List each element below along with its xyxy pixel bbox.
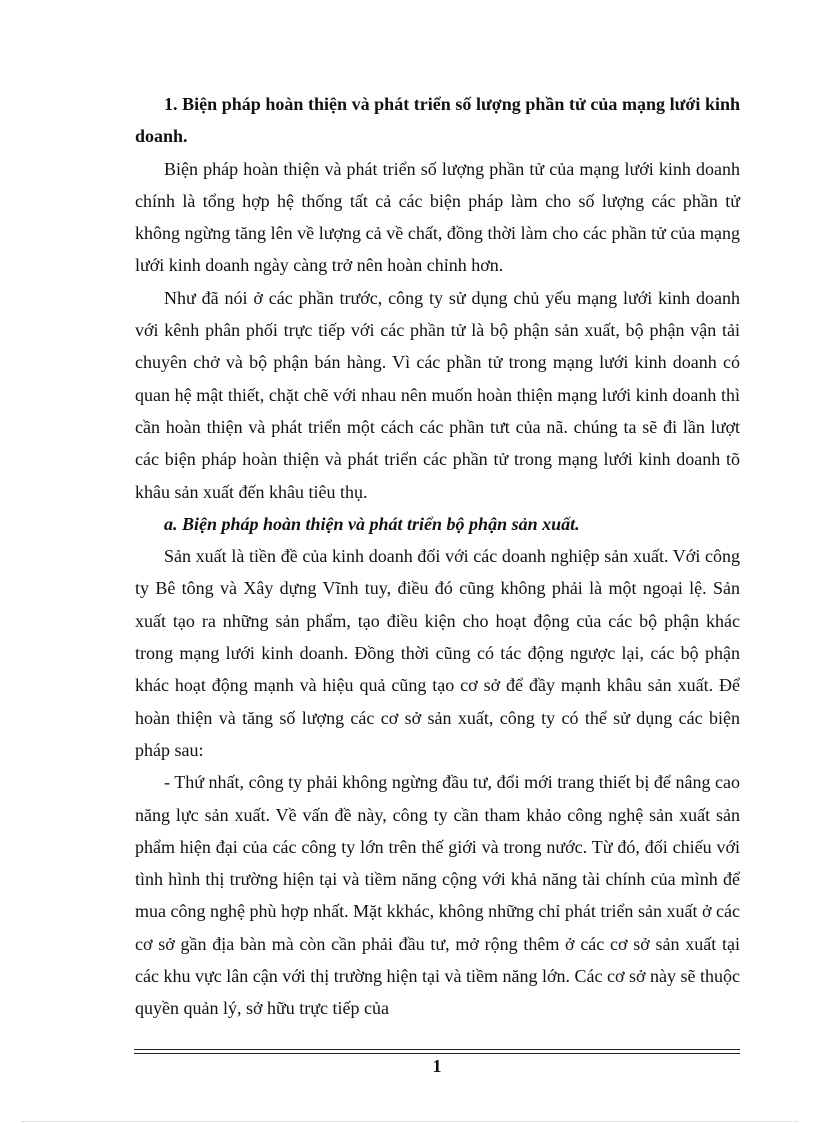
subsection-heading: a. Biện pháp hoàn thiện và phát triển bộ phận sản xuất. [164, 513, 580, 534]
footer-divider-top [134, 1049, 740, 1050]
document-body [135, 88, 740, 1025]
paragraph-1: Biện pháp hoàn thiện và phát triển số lượng phần tử của mạng lưới kinh doanh chính là tổng hợp hệ thống tất cả các biện pháp làm cho số lượng các phần tử không ngừng tăng lên về lượng cả về chất, đồng thời làm cho các phần tử của mạng lưới kinh doanh ngày càng trở nên hoàn chỉnh hơn. [135, 158, 740, 276]
section-heading: 1. Biện pháp hoàn thiện và phát triển số lượng phần tử của mạng lưới kinh doanh. [135, 94, 740, 147]
paragraph-2: Như đã nói ở các phần trước, công ty sử dụng chủ yếu mạng lưới kinh doanh với kênh phân phối trực tiếp với các phần tử là bộ phận sản xuất, bộ phận vận tải chuyên chở và bộ phận bán hàng. Vì các phần tử trong mạng lưới kinh doanh có quan hệ mật thiết, chặt chẽ với nhau nên muốn hoàn thiện mạng lưới kinh doanh thì cần hoàn thiện và phát triển một cách các phần tưt của nã. chúng ta sẽ đi lần lượt các biện pháp hoàn thiện và phát triển các phần tử trong mạng lưới kinh doanh tõ khâu sản xuất đến khâu tiêu thụ. [135, 287, 740, 502]
bullet-paragraph-1: - Thứ nhất, công ty phải không ngừng đầu tư, đổi mới trang thiết bị để nâng cao năng lực sản xuất. Về vấn đề này, công ty cần tham khảo công nghệ sản xuất sản phẩm hiện đại của các công ty lớn trên thế giới và trong nước. Từ đó, đối chiếu với tình hình thị trường hiện tại và tiềm năng cộng với khả năng tài chính của mình để mua công nghệ phù hợp nhất. Mặt kkhác, không những chỉ phát triển sản xuất ở các cơ sở gần địa bàn mà còn cần phải đầu tư, mở rộng thêm ở các cơ sở sản xuất tại các khu vực lân cận với thị trường hiện tại và tiềm năng lớn. Các cơ sở này sẽ thuộc quyền quản lý, sở hữu trực tiếp của [135, 772, 740, 1019]
page-number: 1 [432, 1056, 442, 1076]
paragraph-3: Sản xuất là tiền đề của kinh doanh đối với các doanh nghiệp sản xuất. Với công ty Bê tông và Xây dựng Vĩnh tuy, điều đó cũng không phải là một ngoại lệ. Sản xuất tạo ra những sản phẩm, tạo điều kiện cho hoạt động của các bộ phận khác trong mạng lưới kinh doanh. Đồng thời cũng có tác động ngược lại, các bộ phận khác hoạt động mạnh và hiệu quả cũng tạo cơ sở để đầy mạnh khâu sản xuất. Để hoàn thiện và tăng số lượng các cơ sở sản xuất, công ty có thể sử dụng các biện pháp sau: [135, 546, 740, 760]
page-edge-dotted-line [22, 1121, 798, 1122]
